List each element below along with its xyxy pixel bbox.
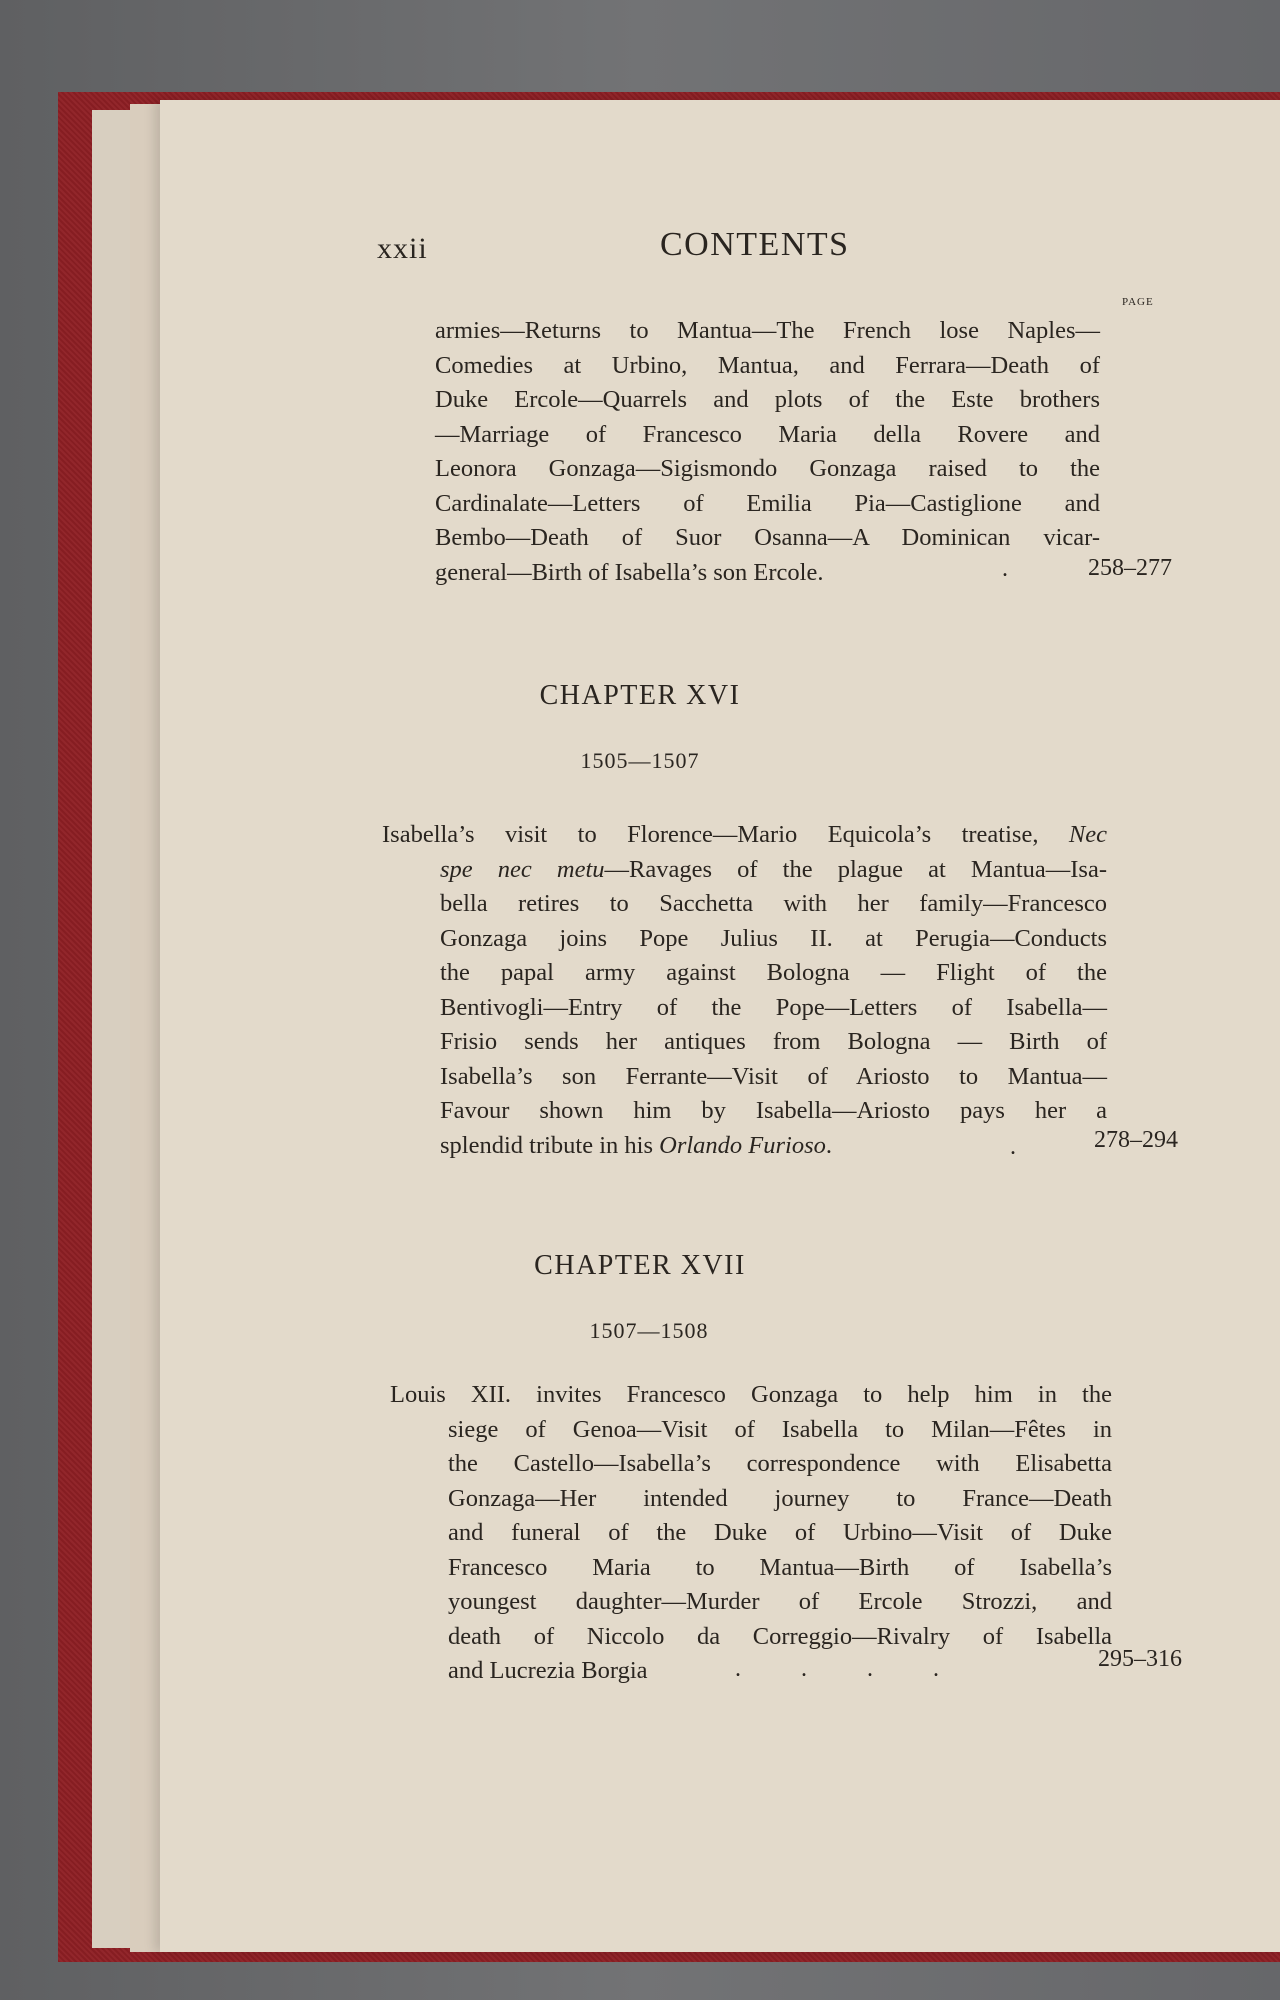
summary-italic-text: Nec xyxy=(1068,821,1107,848)
summary-line: Bembo—Death of Suor Osanna—A Dominican vicar- xyxy=(435,524,1100,551)
chapter-years: 1505—1507 xyxy=(580,748,700,773)
summary-line-text: Isabella’s visit to Florence—Mario Equicola’s treatise, xyxy=(382,821,1069,848)
summary-line: Favour shown him by Isabella—Ariosto pays her a xyxy=(440,1097,1107,1124)
page-column-label: PAGE xyxy=(1122,296,1154,308)
summary-line: and Lucrezia Borgia xyxy=(448,1657,648,1684)
summary-line: Cardinalate—Letters of Emilia Pia—Castiglione and xyxy=(435,489,1100,517)
summary-line-text: —Ravages of the plague at Mantua—Isa- xyxy=(604,855,1107,883)
summary-line: death of Niccolo da Correggio—Rivalry of Isabella xyxy=(448,1622,1112,1650)
summary-line: Gonzaga joins Pope Julius II. at Perugia—Conducts xyxy=(440,924,1107,952)
summary-italic-text: spe nec metu xyxy=(440,855,605,883)
summary-line: Comedies at Urbino, Mantua, and Ferrara—Death of xyxy=(435,351,1100,379)
summary-line xyxy=(440,853,1107,888)
summary-line: Gonzaga—Her intended journey to France—Death xyxy=(448,1484,1112,1512)
summary-line xyxy=(382,818,1107,853)
leader-dots: . . . . xyxy=(735,1656,939,1682)
leader-dot: . xyxy=(825,1131,833,1159)
continued-chapter-summary xyxy=(435,314,1100,590)
summary-line: Bentivogli—Entry of the Pope—Letters of Isabella— xyxy=(440,993,1107,1021)
summary-line: —Marriage of Francesco Maria della Rovere and xyxy=(435,420,1100,448)
summary-line: Duke Ercole—Quarrels and plots of the Este brothers xyxy=(435,386,1100,413)
leader-dots: . xyxy=(1010,1134,1016,1160)
chapter-heading: CHAPTER XVI xyxy=(539,680,741,711)
summary-line: bella retires to Sacchetta with her family—Francesco xyxy=(440,890,1107,917)
summary-line-text: general—Birth of Isabella’s son Ercole xyxy=(435,558,818,586)
chapter-heading: CHAPTER XVII xyxy=(534,1250,746,1281)
running-head-title: CONTENTS xyxy=(660,226,850,263)
summary-line: Louis XII. invites Francesco Gonzaga to help him in the xyxy=(390,1381,1112,1408)
summary-line xyxy=(435,556,1100,591)
summary-line: the papal army against Bologna — Flight of the xyxy=(440,959,1107,986)
leader-dots: . xyxy=(1002,556,1008,582)
chapter-summary xyxy=(382,818,1107,1163)
summary-italic-text: Orlando Furioso xyxy=(659,1131,826,1159)
page-range: 258–277 xyxy=(1088,555,1172,581)
summary-line: Frisio sends her antiques from Bologna — Birth of xyxy=(440,1028,1107,1055)
page-range: 278–294 xyxy=(1094,1127,1178,1153)
summary-line: Francesco Maria to Mantua—Birth of Isabella’s xyxy=(448,1553,1112,1581)
summary-line xyxy=(440,1129,1107,1164)
page-range: 295–316 xyxy=(1098,1646,1182,1672)
page-number: xxii xyxy=(377,232,428,265)
summary-line: siege of Genoa—Visit of Isabella to Milan—Fêtes in xyxy=(448,1415,1112,1443)
summary-line: the Castello—Isabella’s correspondence with Elisabetta xyxy=(448,1450,1112,1477)
chapter-summary xyxy=(390,1378,1112,1689)
chapter-years: 1507—1508 xyxy=(589,1318,709,1343)
leader-dot: . xyxy=(817,558,824,586)
summary-line: and funeral of the Duke of Urbino—Visit of Duke xyxy=(448,1519,1112,1546)
summary-line-text: splendid tribute in his xyxy=(440,1131,660,1159)
summary-line: Leonora Gonzaga—Sigismondo Gonzaga raised to the xyxy=(435,455,1100,482)
summary-line: youngest daughter—Murder of Ercole Strozzi, and xyxy=(448,1588,1112,1615)
summary-line: Isabella’s son Ferrante—Visit of Ariosto to Mantua— xyxy=(440,1062,1107,1090)
summary-line: armies—Returns to Mantua—The French lose Naples— xyxy=(435,317,1100,344)
